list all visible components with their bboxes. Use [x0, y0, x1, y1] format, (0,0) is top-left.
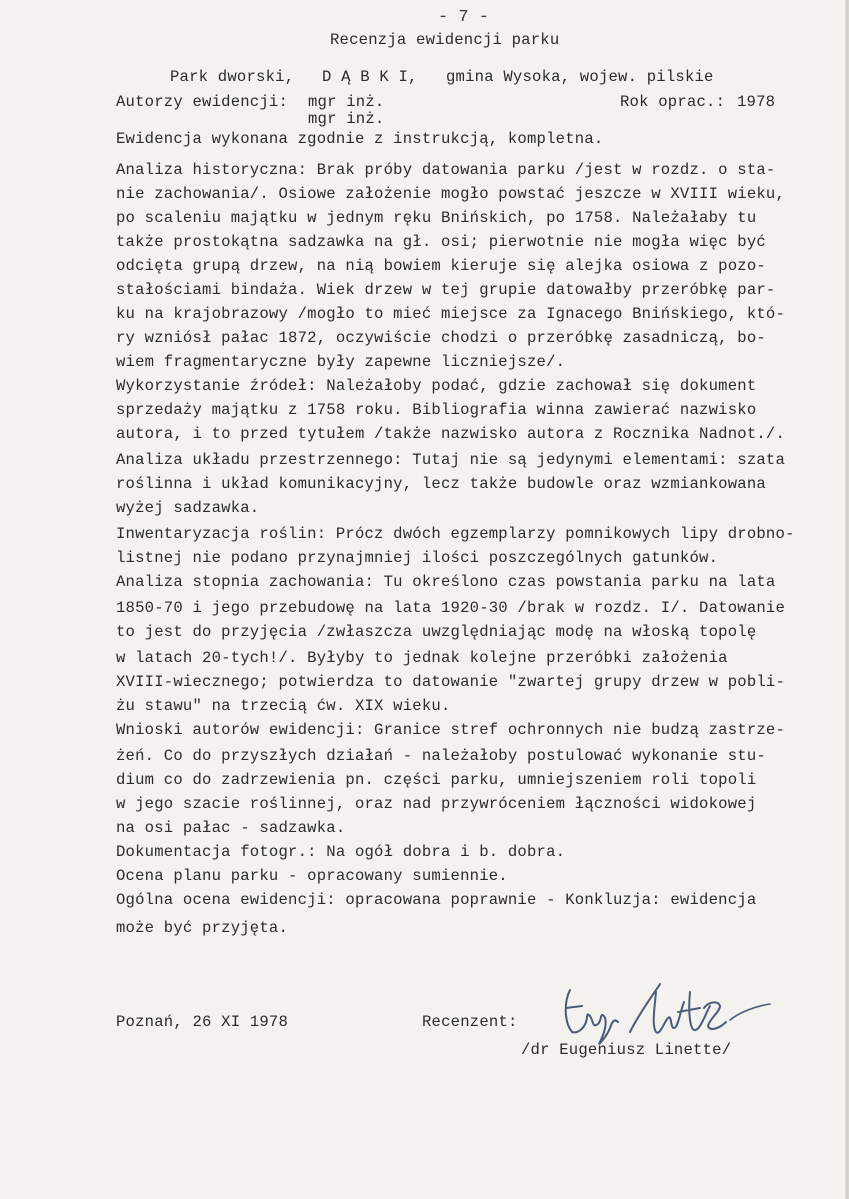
body-line: na osi pałac - sadzawka. [116, 819, 346, 837]
body-line: roślinna i układ komunikacyjny, lecz także budowle oraz wzmiankowana [116, 475, 766, 493]
body-line: Analiza stopnia zachowania: Tu określono czas powstania parku na lata [116, 573, 776, 591]
body-line: Wnioski autorów ewidencji: Granice stref ochronnych nie budzą zastrze- [116, 721, 786, 739]
author-1: mgr inż. [308, 93, 385, 111]
body-line: wyżej sadzawka. [116, 499, 260, 517]
body-line: ku na krajobrazowy /mogło to mieć miejsce za Ignacego Bnińskiego, któ- [116, 305, 786, 323]
authors-label: Autorzy ewidencji: [116, 93, 289, 111]
year-label: Rok oprac.: [620, 93, 726, 111]
body-line: żeń. Co do przyszłych działań - należałoby postulować wykonanie stu- [116, 747, 766, 765]
park-name: D Ą B K I, [322, 68, 418, 86]
body-line: 1850-70 i jego przebudowę na lata 1920-30 /brak w rozdz. I/. Datowanie [116, 599, 786, 617]
body-line: Ewidencja wykonana zgodnie z instrukcją, kompletna. [116, 130, 604, 148]
body-line: może być przyjęta. [116, 919, 289, 937]
body-line: Ogólna ocena ewidencji: opracowana poprawnie - Konkluzja: ewidencja [116, 891, 757, 909]
place-date: Poznań, 26 XI 1978 [116, 1013, 289, 1031]
body-line: listnej nie podano przynajmniej ilości poszczególnych gatunków. [116, 549, 719, 567]
body-line: po scaleniu majątku w jednym ręku Bnińskich, po 1758. Należałaby tu [116, 209, 757, 227]
body-line: także prostokątna sadzawka na gł. osi; pierwotnie nie mogła więc być [116, 233, 766, 251]
park-type: Park dworski, [170, 68, 295, 86]
body-line: nie zachowania/. Osiowe założenie mogło powstać jeszcze w XVIII wieku, [116, 185, 786, 203]
body-line: Analiza historyczna: Brak próby datowania parku /jest w rozdz. o sta- [116, 161, 776, 179]
body-line: autora, i to przed tytułem /także nazwisko autora z Rocznika Nadnot./. [116, 425, 786, 443]
author-2: mgr inż. [308, 110, 385, 128]
scan-edge [845, 0, 848, 1199]
body-line: w latach 20-tych!/. Byłyby to jednak kolejne przeróbki założenia [116, 649, 728, 667]
body-line: Dokumentacja fotogr.: Na ogół dobra i b. dobra. [116, 843, 566, 861]
body-line: Inwentaryzacja roślin: Prócz dwóch egzemplarzy pomnikowych lipy drobno- [116, 525, 795, 543]
body-line: odcięta grupą drzew, na nią bowiem kieruje się alejka osiowa z pozo- [116, 257, 766, 275]
document-title: Recenzja ewidencji parku [330, 31, 560, 49]
body-line: to jest do przyjęcia /zwłaszcza uwzględniając modę na włoską topolę [116, 623, 757, 641]
page-number: - 7 - [438, 8, 490, 27]
body-line: Wykorzystanie źródeł: Należałoby podać, gdzie zachował się dokument [116, 377, 757, 395]
body-line: Ocena planu parku - opracowany sumiennie. [116, 867, 508, 885]
body-line: w jego szacie roślinnej, oraz nad przywróceniem łączności widokowej [116, 795, 757, 813]
body-line: żu stawu" na trzecią ćw. XIX wieku. [116, 697, 451, 715]
body-line: ry wzniósł pałac 1872, oczywiście chodzi o przeróbkę zasadniczą, bo- [116, 329, 766, 347]
body-line: stałościami bindaża. Wiek drzew w tej grupie datowałby przeróbkę par- [116, 281, 776, 299]
body-line: wiem fragmentaryczne były zapewne liczniejsze/. [116, 353, 566, 371]
body-line: Analiza układu przestrzennego: Tutaj nie są jedynymi elementami: szata [116, 451, 786, 469]
body-line: sprzedaży majątku z 1758 roku. Bibliografia winna zawierać nazwisko [116, 401, 757, 419]
handwritten-signature [560, 972, 790, 1052]
reviewer-name: /dr Eugeniusz Linette/ [521, 1041, 732, 1059]
reviewer-label: Recenzent: [422, 1013, 518, 1031]
year-value: 1978 [737, 93, 776, 111]
body-line: XVIII-wiecznego; potwierdza to datowanie "zwartej grupy drzew w pobli- [116, 673, 786, 691]
park-location: gmina Wysoka, wojew. pilskie [446, 68, 714, 86]
body-line: dium co do zadrzewienia pn. części parku, umniejszeniem roli topoli [116, 771, 757, 789]
